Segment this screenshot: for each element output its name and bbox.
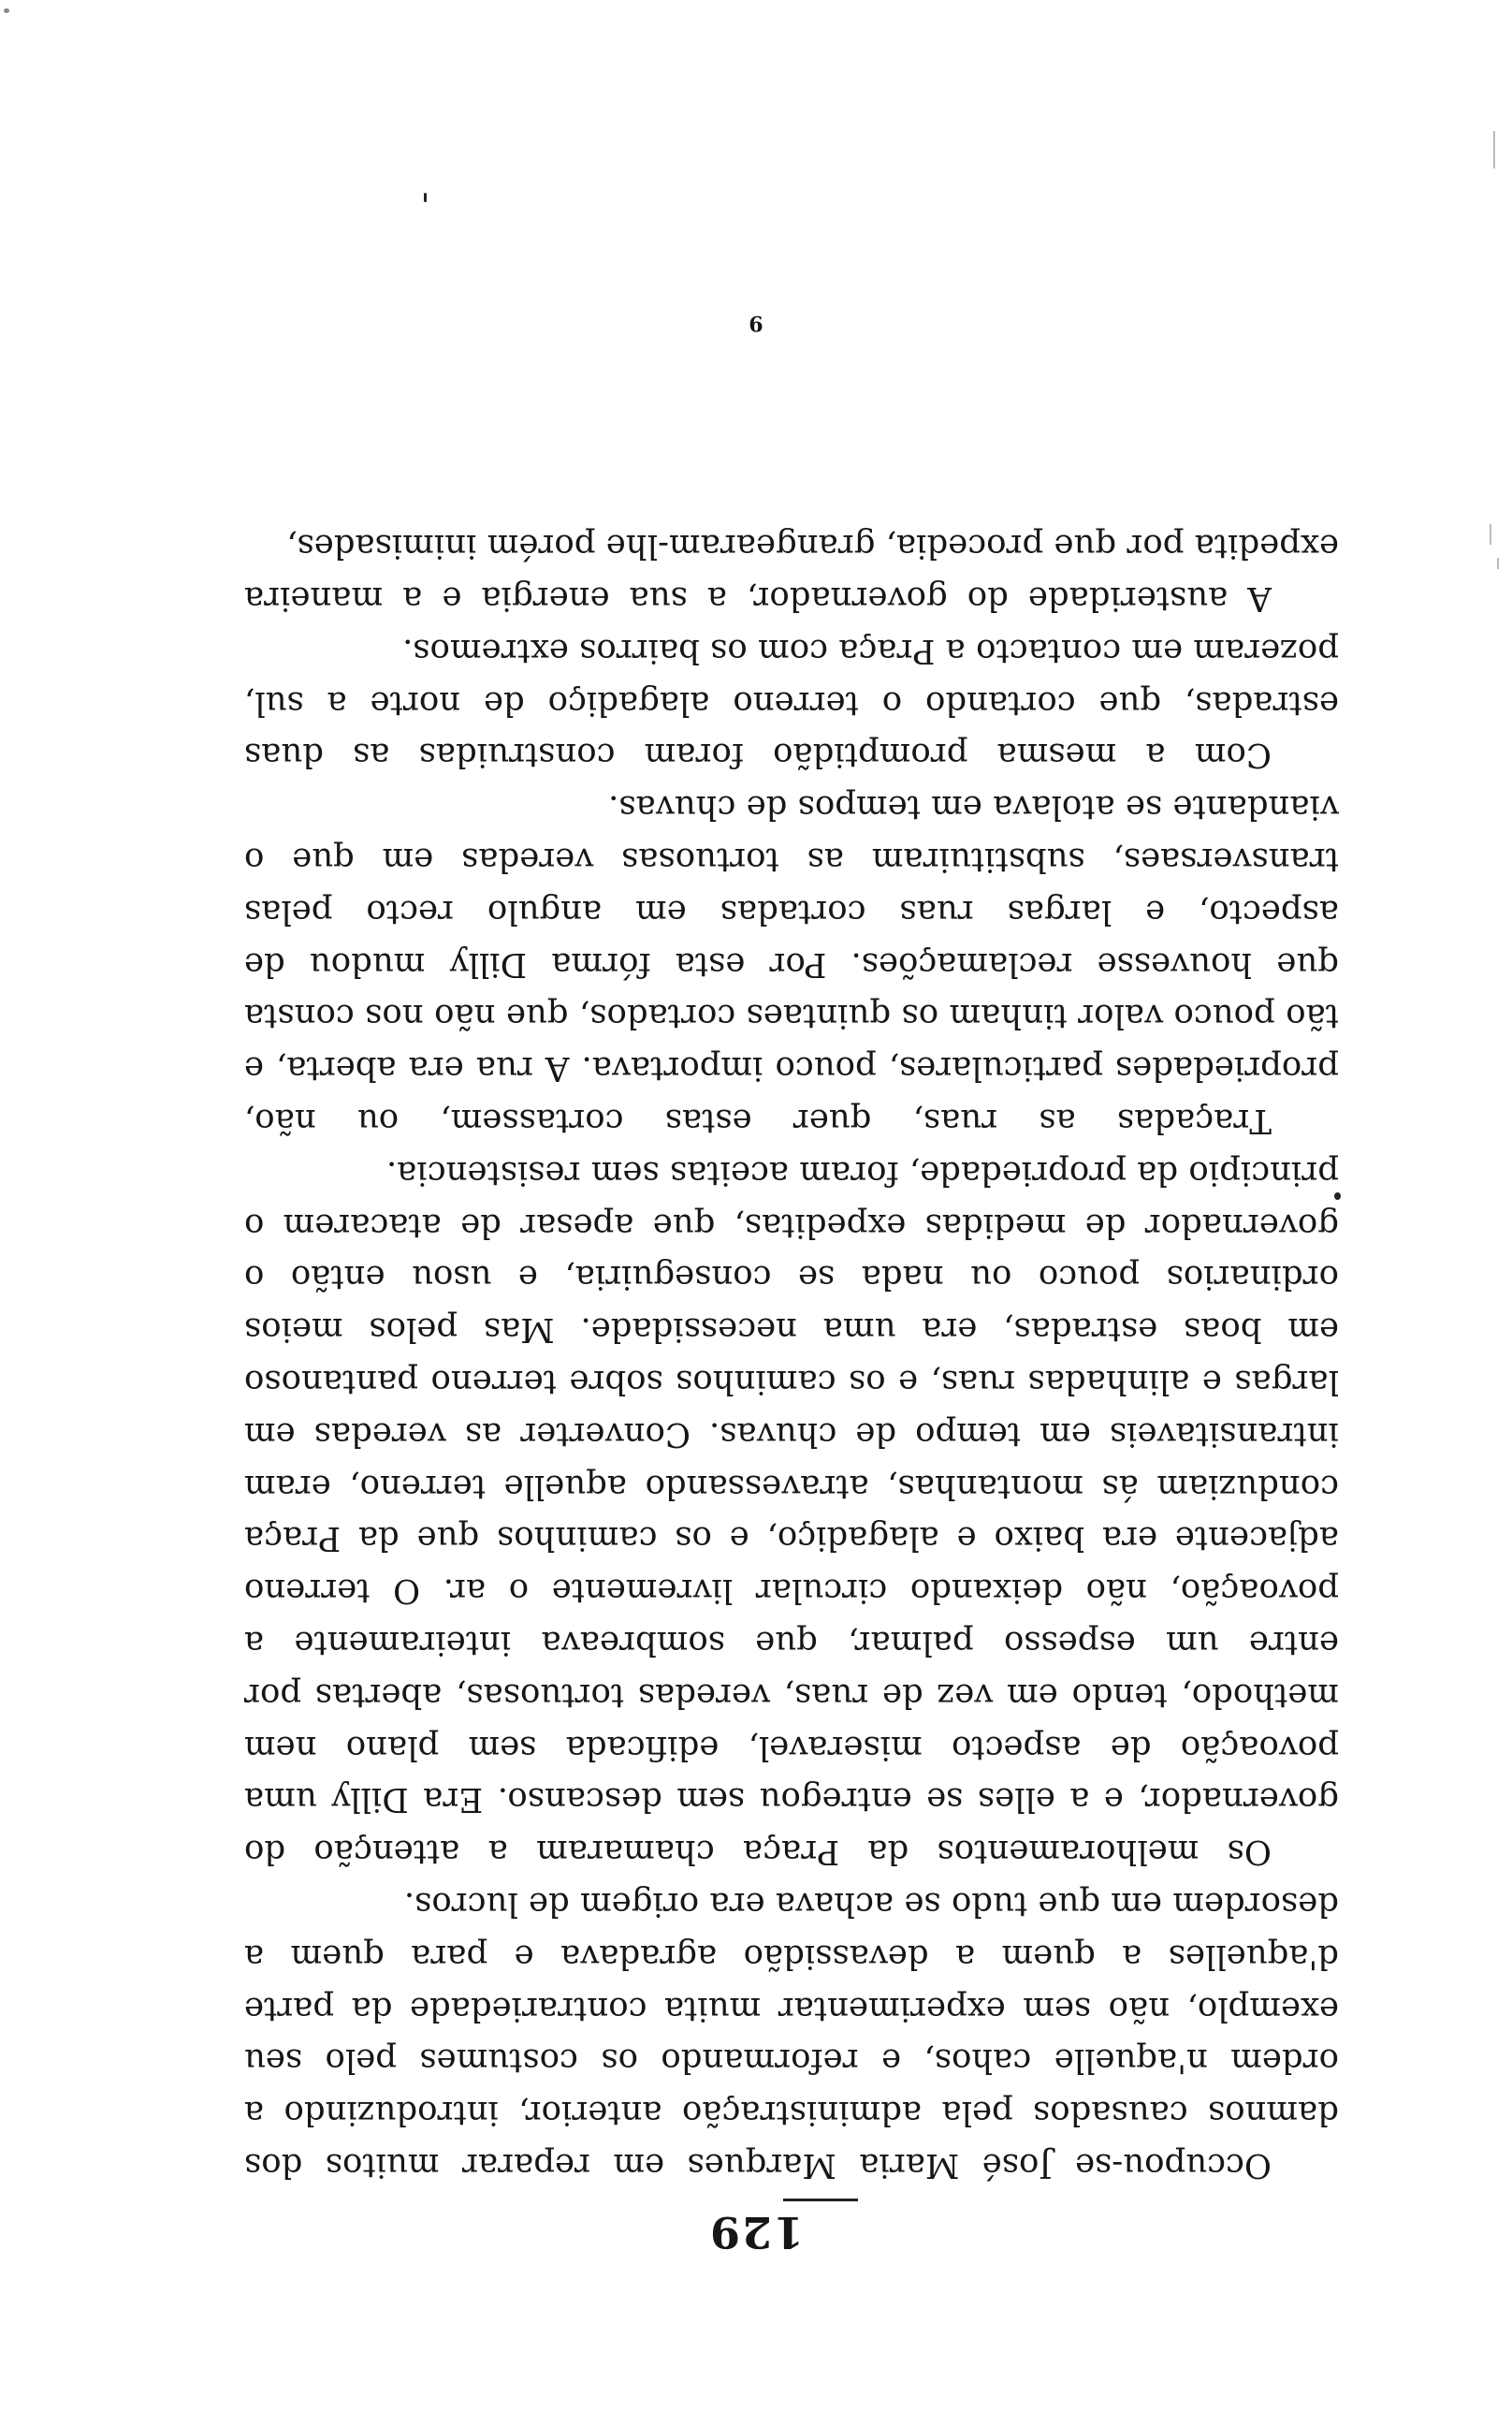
paragraph-5: A austeridade do governador, a sua energia e a maneira expedita por que procedia, grangearam-lhe porém inimisades, — [244, 527, 1339, 619]
page-number: 129 — [707, 2207, 805, 2258]
paragraph-2: Os melhoramentos da Praça chamaram a attenção do governador, e a elles se entregou sem descanso. Era Dilly uma povoação de aspecto miseravel, edificada sem plano nem methodo, tendo em vez de ruas, veredas tortuosas, abertas por entre um espesso palmar, que sombreava inteiramente a povoação, não deixando circular livremente o ar. O terreno adjacente era baixo e alagadiço, e os caminhos que da Praça conduziam ás montanhas, atravessando aquelle terreno, eram intransitaveis em tempo de chuvas. Converter as veredas em largas e alinhadas ruas, e os caminhos sobre terreno pantanoso em boas estradas, era uma necessidade. Mas pelos meios ordinarios pouco ou nada se conseguiria, e usou então o governador de medidas expeditas, que apesar de atacarem o principio da propriedade, foram aceitas sem resistencia. — [244, 1153, 1339, 1872]
print-speck — [424, 193, 427, 202]
page-number-rule — [783, 2199, 858, 2201]
scan-edge-mark — [1497, 558, 1499, 569]
paragraph-3: Traçadas as ruas, quer estas cortassem, ou não, propriedades particulares, pouco importava. A rua era aberta, e tão pouco valor tinham os quintaes cortados, que não nos consta que houvesse reclamações. Por esta fórma Dilly mudou de aspecto, e largas ruas cortadas em angulo recto pelas transversaes, substituiram as tortuosas veredas em que o viandante se atolava em tempos de chuvas. — [244, 788, 1339, 1141]
signature-mark: 9 — [749, 311, 763, 335]
print-speck — [4, 8, 9, 13]
paragraph-1: Occupou-se José Maria Marques em reparar muitos dos damnos causados pela administração anterior, introduzindo a ordem n'aquelle cahos, e reformando os costumes pelo seu exemplo, não sem experimentar muita contrariedade da parte d'aquelles a quem a devassidão agradava e para quem a desordem em que tudo se achava era origem de lucros. — [244, 1885, 1339, 2185]
paragraph-4: Com a mesma promptidão foram construidas as duas estradas, que cortando o terreno alagadiço de norte a sul, pozeram em contacto a Praça com os bairros extremos. — [244, 631, 1339, 775]
scan-edge-mark — [1493, 131, 1495, 168]
body-text — [244, 520, 1339, 2192]
print-speck — [1334, 1192, 1341, 1200]
scan-edge-mark — [1490, 524, 1491, 545]
